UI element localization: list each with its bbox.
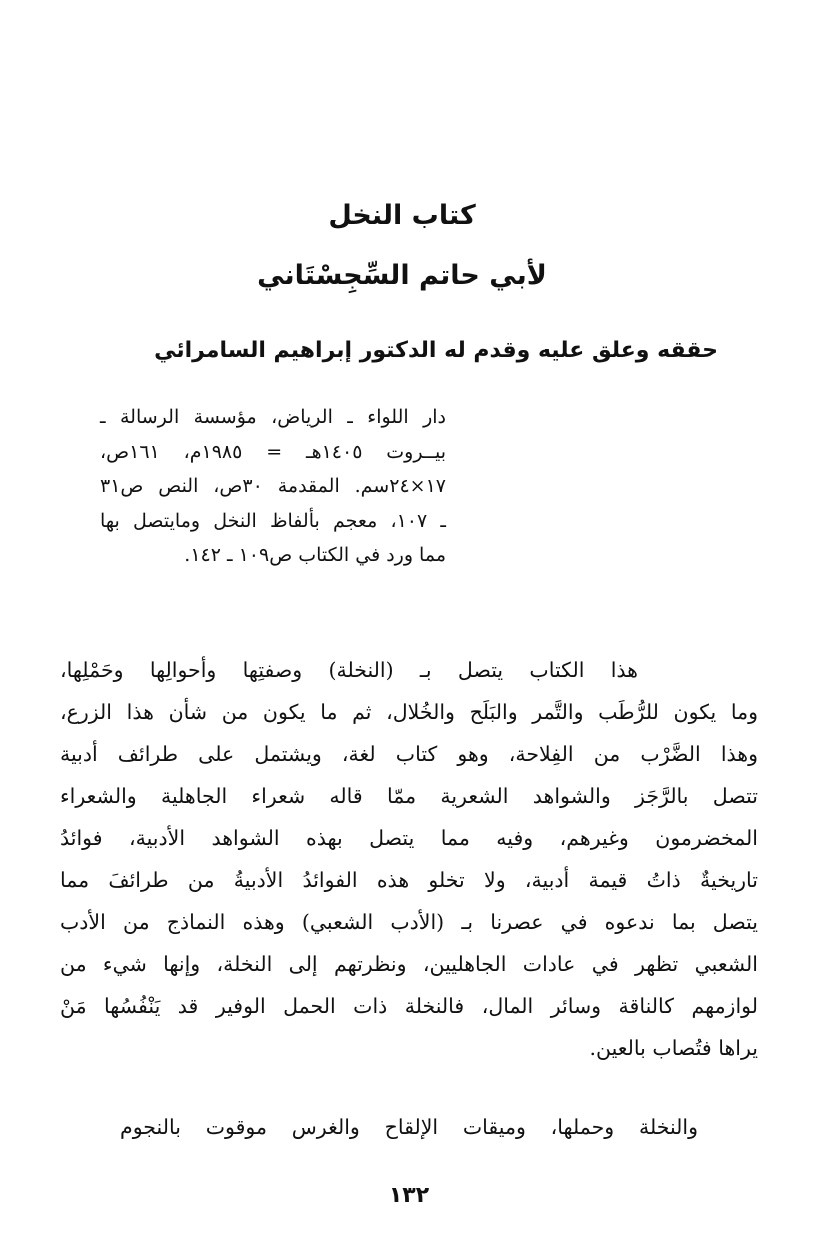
publication-info-line: مما ورد في الكتاب ص١٠٩ ـ ١٤٢. — [184, 544, 446, 566]
body-paragraph-2: والنخلة وحملها، وميقات الإلقاح والغرس موقوت بالنجوم — [120, 1115, 698, 1139]
publication-info-line: ـ ١٠٧، معجم بألفاظ النخل ومايتصل بها — [100, 509, 446, 532]
body-line: وهذا الضَّرْب من الفِلاحة، وهو كتاب لغة، ويشتمل على طرائف أدبية — [60, 742, 758, 766]
body-line: الشعبي تظهر في عادات الجاهليين، ونظرتهم إلى النخلة، وإنها شيء من — [60, 952, 758, 976]
body-line: تاريخيةٌ ذاتُ قيمة أدبية، ولا تخلو هذه الفوائدُ الأدبيةُ من طرائفَ مما — [60, 868, 758, 892]
book-author: لأبي حاتم السِّجِسْتَاني — [257, 260, 547, 291]
body-line: تتصل بالرَّجَز والشواهد الشعرية ممّا قاله شعراء الجاهلية والشعراء — [60, 784, 758, 808]
body-line: لوازمهم كالناقة وسائر المال، فالنخلة ذات الحمل الوفير قد يَنْفُسُها مَنْ — [60, 994, 758, 1018]
publication-info — [100, 400, 446, 573]
book-title: كتاب النخل — [328, 200, 476, 231]
publication-info-line: دار اللواء ـ الرياض، مؤسسة الرسالة ـ — [100, 406, 446, 428]
body-line: وما يكون للرُّطَب والتَّمر والبَلَح والخُلال، ثم ما يكون من شأن هذا الزرع، — [60, 700, 758, 724]
body-line: هذا الكتاب يتصل بـ (النخلة) وصفتِها وأحوالِها وحَمْلِها، — [60, 658, 638, 682]
body-line: يراها فتُصاب بالعين. — [589, 1036, 758, 1060]
page-number: ١٣٢ — [388, 1183, 430, 1208]
body-line: المخضرمون وغيرهم، وفيه مما يتصل بهذه الشواهد الأدبية، فوائدُ — [60, 826, 758, 850]
body-paragraph — [60, 649, 758, 1069]
publication-info-line: بيــروت ١٤٠٥هـ = ١٩٨٥م، ١٦١ص، — [100, 440, 446, 463]
publication-info-line: ١٧×٢٤سم. المقدمة ٣٠ص، النص ص٣١ — [100, 475, 446, 497]
editor-credit: حققه وعلق عليه وقدم له الدكتور إبراهيم السامرائي — [154, 338, 718, 363]
body-line: يتصل بما ندعوه في عصرنا بـ (الأدب الشعبي) وهذه النماذج من الأدب — [60, 910, 758, 934]
